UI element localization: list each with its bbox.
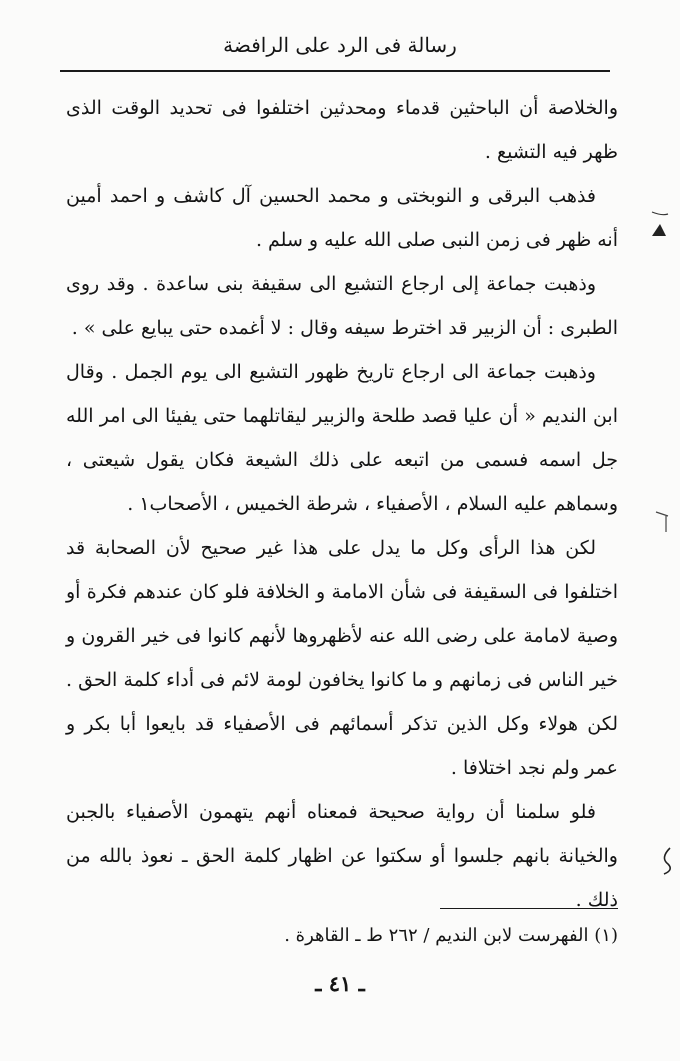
- margin-bracket-mark: [654, 508, 674, 534]
- paragraph-6: فلو سلمنا أن رواية صحيحة فمعناه أنهم يتهمون الأصفياء بالجبن والخيانة بانهم جلسوا أو سكتوا عن اظهار كلمة الحق ـ نعوذ بالله من ذلك .: [66, 801, 618, 911]
- body-text: [66, 86, 618, 922]
- paragraph-2: فذهب البرقى و النوبختى و محمد الحسين آل كاشف و احمد أمين أنه ظهر فى زمن النبى صلى الله عليه و سلم .: [66, 185, 618, 251]
- header-rule: [60, 70, 610, 72]
- margin-arrow-mark: [648, 210, 670, 240]
- paragraph-1: والخلاصة أن الباحثين قدماء ومحدثين اختلفوا فى تحديد الوقت الذى ظهر فيه التشيع .: [66, 97, 618, 163]
- running-head: رسالة فى الرد على الرافضة: [223, 33, 457, 57]
- paragraph-4: وذهبت جماعة الى ارجاع تاريخ ظهور التشيع الى يوم الجمل . وقال ابن النديم « أن عليا قصد طلحة والزبير ليقاتلهما حتى يفيئا الى امر الله جل اسمه فسمى من اتبعه على ذلك الشيعة فكان يقول شيعتى ، وسماهم عليه السلام ، الأصفياء ، شرطة الخميس ، الأصحاب١ .: [66, 361, 618, 515]
- footnote-rule: [440, 908, 618, 909]
- paragraph-5: لكن هذا الرأى وكل ما يدل على هذا غير صحيح لأن الصحابة قد اختلفوا فى السقيفة فى شأن الامامة و الخلافة فلو كان عندهم فكرة أو وصية لامامة على رضى الله عنه لأظهروها لأنهم كانوا فى خير القرون و خير الناس فى زمانهم و ما كانوا يخافون لومة لائم فى أداء كلمة الحق . لكن هولاء وكل الذين تذكر أسمائهم فى الأصفياء قد بايعوا أبا بكر و عمر ولم نجد اختلافا .: [66, 537, 618, 779]
- paragraph-3: وذهبت جماعة إلى ارجاع التشيع الى سقيفة بنى ساعدة . وقد روى الطبرى : أن الزبير قد اخترط سيفه وقال : لا أغمده حتى يبايع على » .: [66, 273, 618, 339]
- footnote: (١) الفهرست لابن النديم / ٢٦٢ ط ـ القاهرة .: [284, 925, 618, 946]
- margin-curl-mark: [656, 846, 676, 876]
- page-number: ـ ٤١ ـ: [315, 971, 365, 996]
